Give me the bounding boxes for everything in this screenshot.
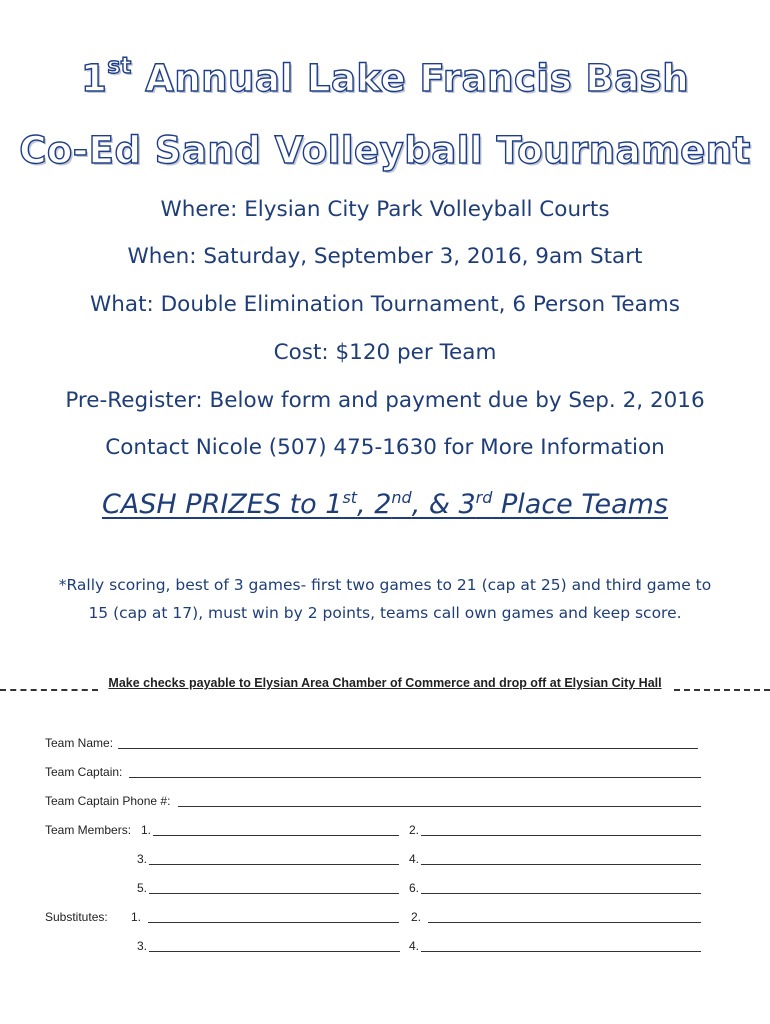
team-members-label: Team Members: bbox=[45, 823, 132, 837]
team-captain-label: Team Captain: bbox=[45, 765, 123, 779]
substitutes-row-1 bbox=[0, 910, 770, 926]
captain-phone-field[interactable] bbox=[178, 794, 701, 807]
rules-line-2: 15 (cap at 17), must win by 2 points, teams call own games and keep score. bbox=[88, 604, 682, 622]
sub-number-4: 4. bbox=[409, 939, 420, 953]
captain-phone-row bbox=[0, 794, 770, 810]
sub-number-1: 1. bbox=[131, 910, 142, 924]
member-1-field[interactable] bbox=[153, 823, 399, 836]
team-name-row bbox=[0, 736, 770, 752]
member-number-3: 3. bbox=[137, 852, 148, 866]
member-number-6: 6. bbox=[409, 881, 420, 895]
what-text: What: Double Elimination Tournament, 6 Person Teams bbox=[90, 292, 680, 317]
members-row-2 bbox=[0, 852, 770, 868]
member-5-field[interactable] bbox=[149, 881, 399, 894]
member-number-1: 1. bbox=[141, 823, 152, 837]
when-text: When: Saturday, September 3, 2016, 9am Start bbox=[127, 244, 643, 269]
cost-text: Cost: $120 per Team bbox=[273, 340, 497, 365]
substitutes-label: Substitutes: bbox=[45, 910, 108, 924]
team-name-label: Team Name: bbox=[45, 736, 114, 750]
payment-instructions: Make checks payable to Elysian Area Chamber of Commerce and drop off at Elysian City Hall bbox=[108, 676, 662, 690]
sub-number-2: 2. bbox=[411, 910, 422, 924]
substitute-3-field[interactable] bbox=[149, 939, 400, 952]
substitutes-row-2 bbox=[0, 939, 770, 955]
members-row-1 bbox=[0, 823, 770, 839]
captain-phone-label: Team Captain Phone #: bbox=[45, 794, 171, 808]
substitute-4-field[interactable] bbox=[421, 939, 701, 952]
member-number-5: 5. bbox=[137, 881, 148, 895]
rules-line-1: *Rally scoring, best of 3 games- first two games to 21 (cap at 25) and third game to bbox=[58, 576, 712, 594]
sub-number-3: 3. bbox=[137, 939, 148, 953]
member-number-4: 4. bbox=[409, 852, 420, 866]
page-title: 1st Annual Lake Francis Bash bbox=[80, 54, 690, 100]
page-subtitle: Co-Ed Sand Volleyball Tournament bbox=[19, 129, 751, 172]
substitute-1-field[interactable] bbox=[148, 910, 399, 923]
team-captain-row bbox=[0, 765, 770, 781]
preregister-text: Pre-Register: Below form and payment due by Sep. 2, 2016 bbox=[65, 388, 705, 413]
members-row-3 bbox=[0, 881, 770, 897]
member-3-field[interactable] bbox=[149, 852, 399, 865]
team-name-field[interactable] bbox=[118, 736, 698, 749]
where-text: Where: Elysian City Park Volleyball Courts bbox=[160, 197, 610, 222]
member-6-field[interactable] bbox=[421, 881, 701, 894]
cash-prizes-heading: CASH PRIZES to 1st, 2nd, & 3rd Place Teams bbox=[101, 488, 669, 520]
member-2-field[interactable] bbox=[421, 823, 701, 836]
team-captain-field[interactable] bbox=[129, 765, 701, 778]
rules-text bbox=[40, 571, 730, 627]
member-4-field[interactable] bbox=[421, 852, 701, 865]
contact-text: Contact Nicole (507) 475-1630 for More Information bbox=[105, 435, 665, 460]
member-number-2: 2. bbox=[409, 823, 420, 837]
substitute-2-field[interactable] bbox=[428, 910, 701, 923]
